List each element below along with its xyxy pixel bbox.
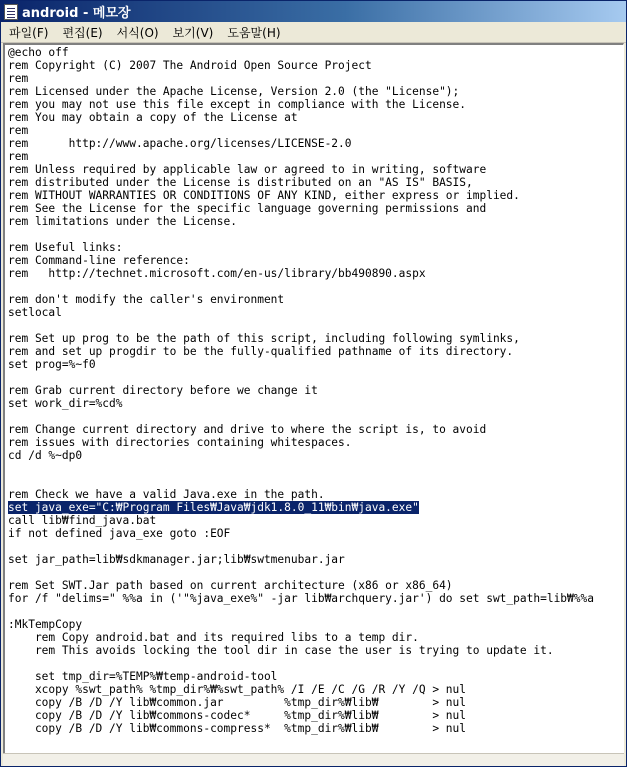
text-line[interactable]: rem You may obtain a copy of the License at — [8, 111, 298, 124]
text-line[interactable] — [8, 475, 594, 488]
text-line[interactable]: rem Licensed under the Apache License, Version 2.0 (the "License"); — [8, 85, 460, 98]
text-line[interactable]: rem Grab current directory before we change it — [8, 384, 318, 397]
text-line[interactable] — [8, 410, 594, 423]
text-line[interactable] — [8, 280, 594, 293]
text-line[interactable]: rem Copy android.bat and its required libs to a temp dir. — [8, 631, 419, 644]
menu-edit[interactable]: 편집(E) — [62, 25, 103, 40]
text-line[interactable]: rem Set up prog to be the path of this script, including following symlinks, — [8, 332, 520, 345]
text-line[interactable]: set prog=%~f0 — [8, 358, 96, 371]
text-line[interactable] — [8, 228, 594, 241]
text-editor[interactable] — [3, 43, 624, 754]
menu-format[interactable]: 서식(O) — [116, 25, 159, 40]
text-line[interactable]: rem distributed under the License is distributed on an "AS IS" BASIS, — [8, 176, 473, 189]
text-line[interactable]: rem http://technet.microsoft.com/en-us/library/bb490890.aspx — [8, 267, 426, 280]
text-line[interactable]: rem limitations under the License. — [8, 215, 238, 228]
horizontal-scrollbar[interactable] — [3, 753, 624, 766]
title-bar[interactable] — [1, 1, 626, 22]
text-line[interactable] — [8, 319, 594, 332]
text-line[interactable]: cd /d %~dp0 — [8, 449, 83, 462]
text-line[interactable] — [8, 462, 594, 475]
text-line[interactable]: rem issues with directories containing whitespaces. — [8, 436, 352, 449]
text-line[interactable]: for /f "delims=" %%a in ('"%java_exe%" -jar lib₩archquery.jar') do set swt_path=lib₩%%a — [8, 592, 594, 605]
window-title: android - 메모장 — [22, 6, 131, 21]
editor-lines — [8, 46, 594, 735]
text-line[interactable]: rem Useful links: — [8, 241, 123, 254]
text-line[interactable] — [8, 540, 594, 553]
text-line[interactable]: set tmp_dir=%TEMP%₩temp-android-tool — [8, 670, 278, 683]
text-line[interactable]: rem you may not use this file except in compliance with the License. — [8, 98, 467, 111]
text-line[interactable]: rem — [8, 124, 29, 137]
text-line[interactable]: rem don't modify the caller's environment — [8, 293, 285, 306]
notepad-icon[interactable] — [4, 4, 18, 20]
text-line[interactable] — [8, 657, 594, 670]
text-line[interactable]: call lib₩find_java.bat — [8, 514, 157, 527]
text-line[interactable]: set work_dir=%cd% — [8, 397, 123, 410]
text-line[interactable] — [8, 605, 594, 618]
text-line[interactable]: rem See the License for the specific language governing permissions and — [8, 202, 487, 215]
text-line[interactable]: if not defined java_exe goto :EOF — [8, 527, 231, 540]
text-line[interactable]: @echo off — [8, 46, 69, 59]
text-line[interactable]: rem Command-line reference: — [8, 254, 190, 267]
text-line[interactable]: xcopy %swt_path% %tmp_dir%₩%swt_path% /I /E /C /G /R /Y /Q > nul — [8, 683, 467, 696]
text-line[interactable]: rem and set up progdir to be the fully-qualified pathname of its directory. — [8, 345, 514, 358]
text-line[interactable] — [8, 371, 594, 384]
text-line[interactable]: rem — [8, 72, 29, 85]
text-line[interactable]: rem http://www.apache.org/licenses/LICENSE-2.0 — [8, 137, 352, 150]
text-line[interactable]: setlocal — [8, 306, 62, 319]
menu-view[interactable]: 보기(V) — [172, 25, 214, 40]
text-line[interactable]: copy /B /D /Y lib₩commons-codec* %tmp_dir%₩lib₩ > nul — [8, 709, 467, 722]
text-line[interactable]: rem Unless required by applicable law or agreed to in writing, software — [8, 163, 487, 176]
text-line[interactable] — [8, 566, 594, 579]
text-line[interactable]: rem Check we have a valid Java.exe in the path. — [8, 488, 325, 501]
menu-help[interactable]: 도움말(H) — [227, 25, 281, 40]
text-line[interactable] — [8, 501, 594, 514]
text-line[interactable]: rem WITHOUT WARRANTIES OR CONDITIONS OF ANY KIND, either express or implied. — [8, 189, 520, 202]
text-line[interactable]: set jar_path=lib₩sdkmanager.jar;lib₩swtmenubar.jar — [8, 553, 345, 566]
selected-text[interactable]: set java_exe="C:₩Program Files₩Java₩jdk1.8.0_11₩bin₩java.exe" — [8, 501, 419, 514]
text-line[interactable]: rem — [8, 150, 29, 163]
text-line[interactable]: rem This avoids locking the tool dir in case the user is trying to update it. — [8, 644, 554, 657]
text-line[interactable]: copy /B /D /Y lib₩commons-compress* %tmp_dir%₩lib₩ > nul — [8, 722, 467, 735]
menu-bar — [1, 22, 626, 43]
text-line[interactable]: copy /B /D /Y lib₩common.jar %tmp_dir%₩lib₩ > nul — [8, 696, 467, 709]
text-line[interactable]: rem Copyright (C) 2007 The Android Open Source Project — [8, 59, 372, 72]
text-line[interactable]: rem Change current directory and drive to where the script is, to avoid — [8, 423, 487, 436]
text-line[interactable]: rem Set SWT.Jar path based on current architecture (x86 or x86_64) — [8, 579, 453, 592]
menu-file[interactable]: 파일(F) — [9, 25, 49, 40]
text-line[interactable]: :MkTempCopy — [8, 618, 83, 631]
